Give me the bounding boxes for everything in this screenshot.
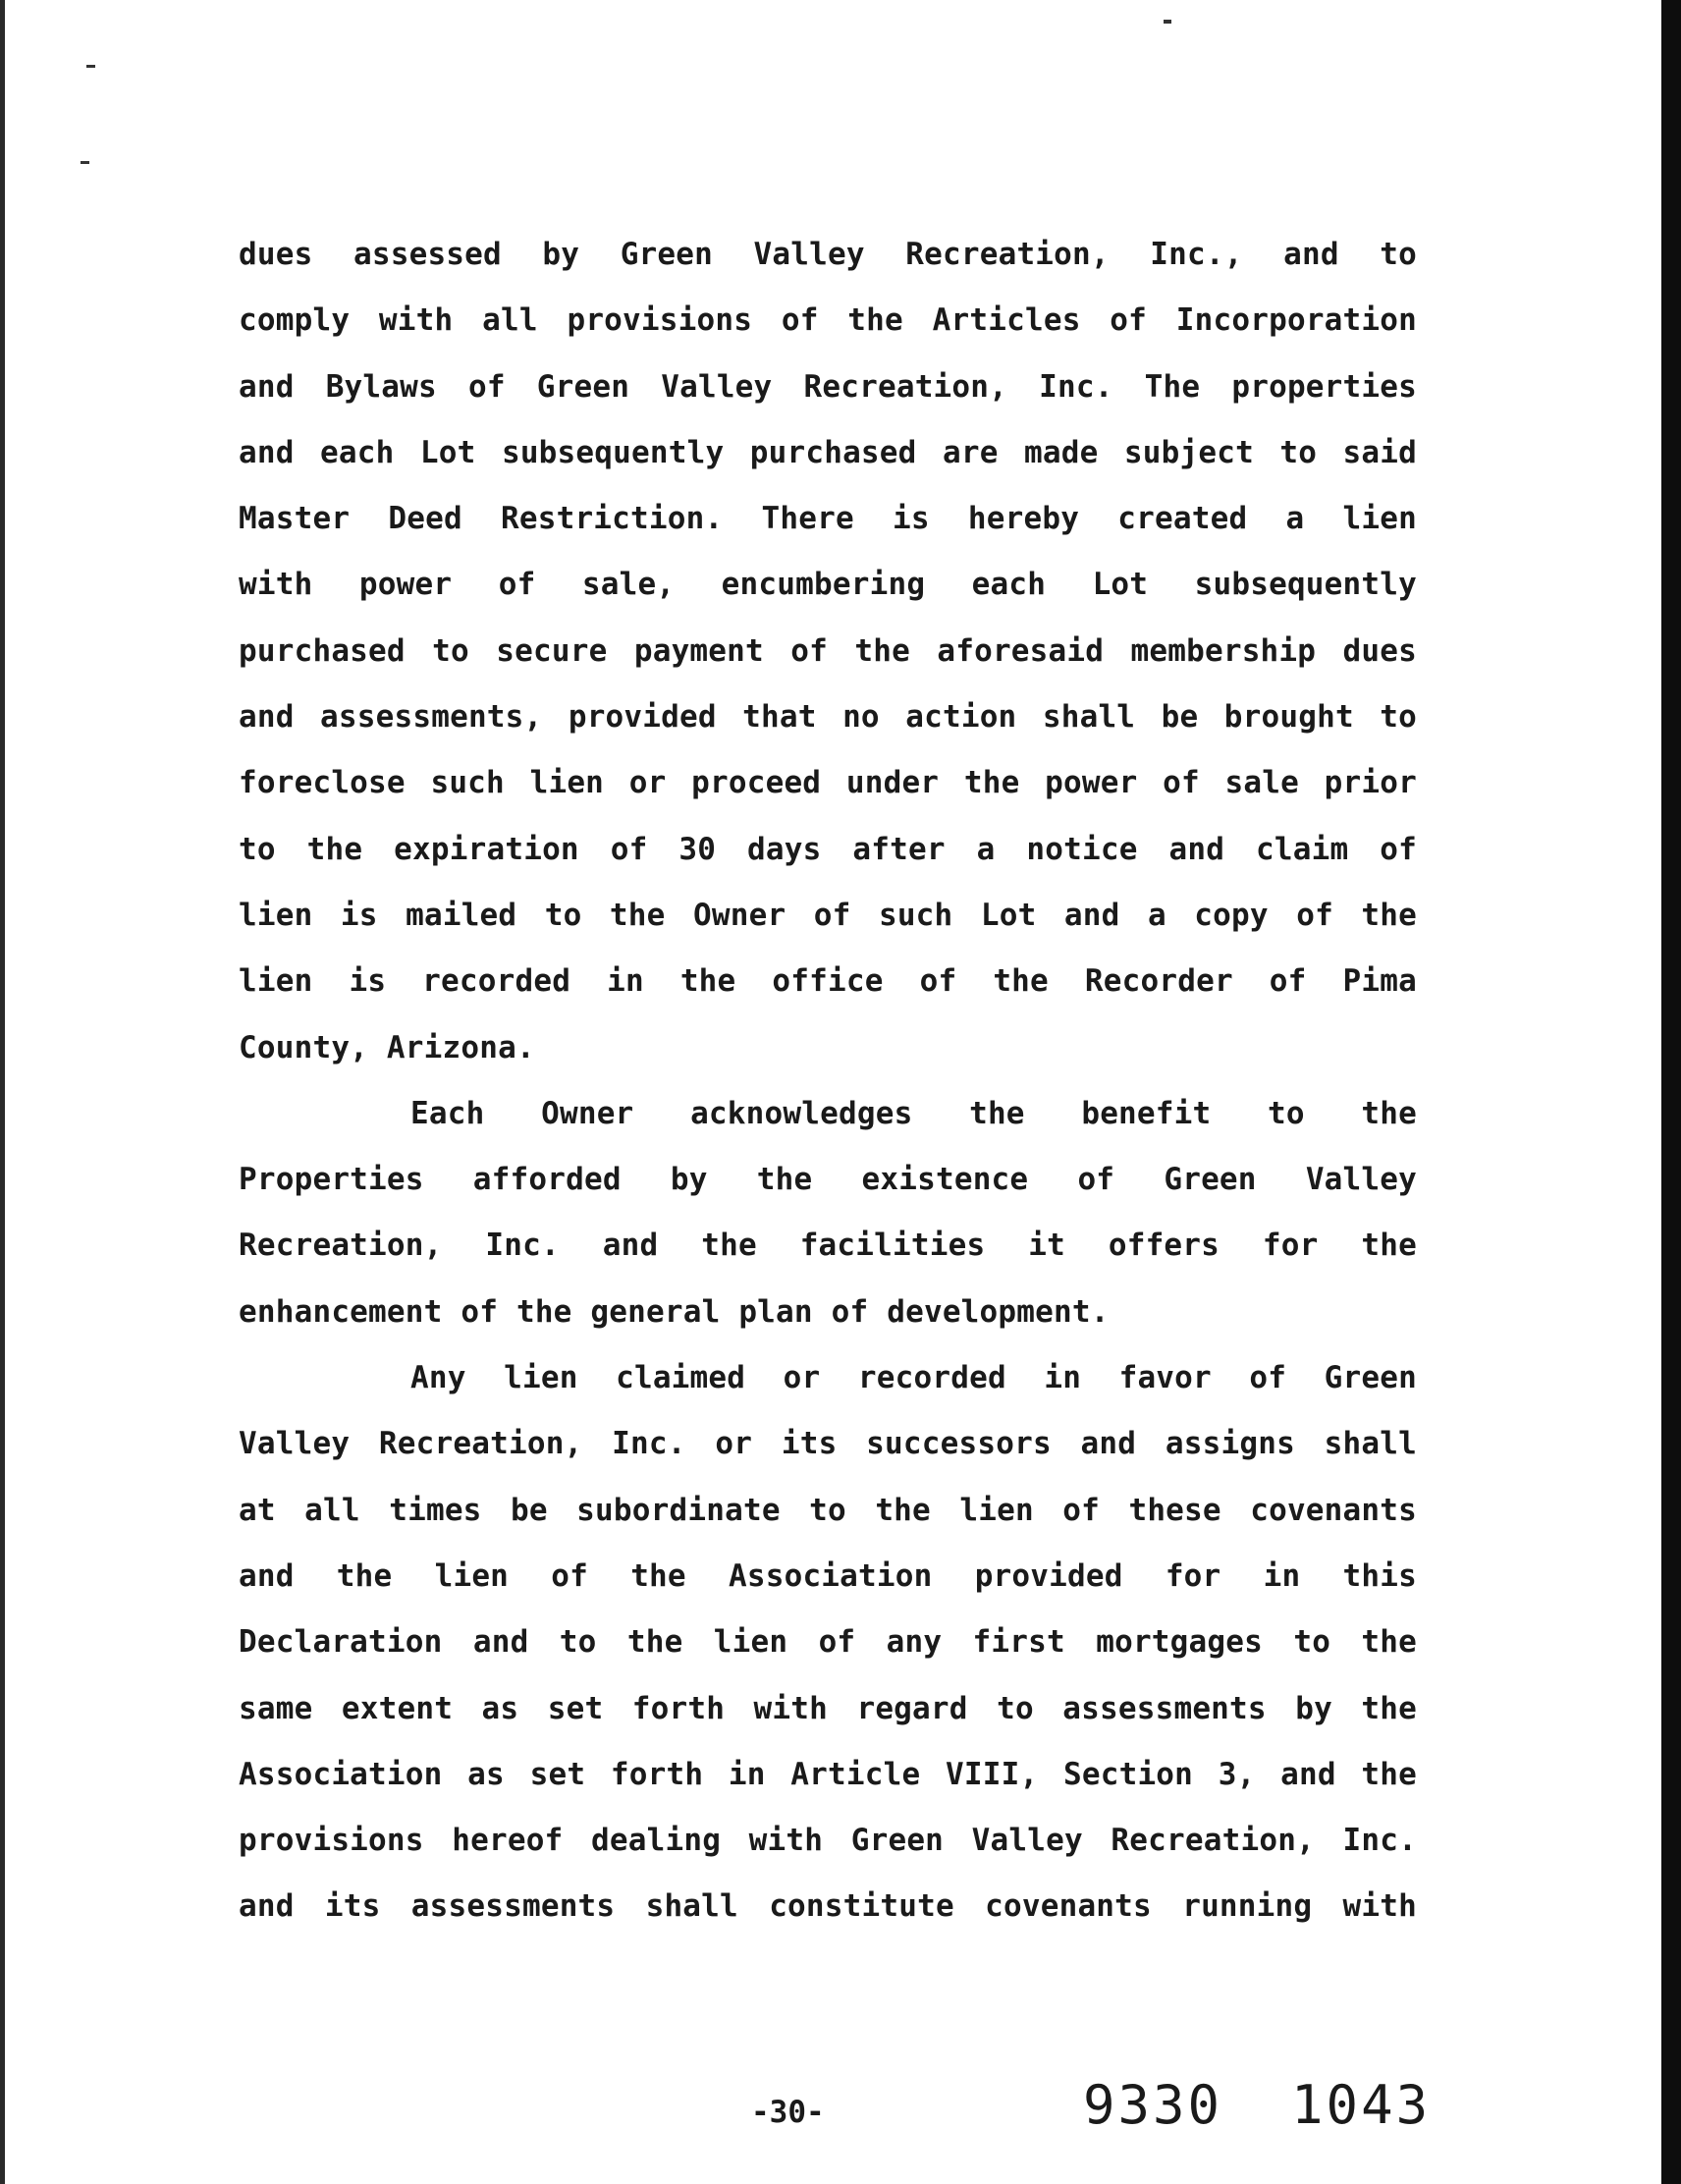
text-line: County, Arizona. [239, 1029, 535, 1065]
text-line: comply with all provisions of the Articles of Incorporation [239, 302, 1417, 339]
scan-speck [81, 161, 89, 164]
text-line: provisions hereof dealing with Green Valley Recreation, Inc. [239, 1823, 1417, 1859]
text-line: lien is mailed to the Owner of such Lot and a copy of the [239, 897, 1417, 933]
scan-speck [86, 65, 95, 68]
text-line: to the expiration of 30 days after a notice and claim of [239, 831, 1417, 867]
text-line: Each Owner acknowledges the benefit to the [410, 1095, 1417, 1131]
text-line: Valley Recreation, Inc. or its successors and assigns shall [239, 1426, 1417, 1462]
text-line: with power of sale, encumbering each Lot subsequently [239, 567, 1417, 603]
text-line: Master Deed Restriction. There is hereby created a lien [239, 501, 1417, 537]
text-line: enhancement of the general plan of development. [239, 1293, 1110, 1330]
text-line: dues assessed by Green Valley Recreation, Inc., and to [239, 237, 1417, 272]
page-reference-number: 1043 [1291, 2074, 1432, 2136]
text-line: at all times be subordinate to the lien of these covenants [239, 1492, 1417, 1528]
text-line: and assessments, provided that no action shall be brought to [239, 699, 1417, 736]
text-line: lien is recorded in the office of the Recorder of Pima [239, 963, 1417, 1000]
text-line: Declaration and to the lien of any first mortgages to the [239, 1624, 1417, 1661]
text-line: Recreation, Inc. and the facilities it offers for the [239, 1228, 1417, 1264]
text-line: and the lien of the Association provided for in this [239, 1557, 1417, 1594]
text-line: foreclose such lien or proceed under the power of sale prior [239, 765, 1417, 801]
scan-speck [1164, 20, 1171, 24]
text-line: Association as set forth in Article VIII, Section 3, and the [239, 1756, 1417, 1792]
text-line: same extent as set forth with regard to assessments by the [239, 1690, 1417, 1726]
scan-edge-left [0, 0, 5, 2184]
text-line: Any lien claimed or recorded in favor of Green [410, 1360, 1417, 1396]
document-body [239, 222, 1417, 1940]
scan-edge-right [1661, 0, 1681, 2184]
text-line: and its assessments shall constitute covenants running with [239, 1888, 1417, 1925]
text-line: purchased to secure payment of the aforesaid membership dues [239, 632, 1417, 669]
document-recording-number [1083, 2074, 1431, 2136]
text-line: and Bylaws of Green Valley Recreation, Inc. The properties [239, 368, 1417, 405]
docket-number: 9330 [1083, 2074, 1223, 2136]
text-line: and each Lot subsequently purchased are made subject to said [239, 434, 1417, 470]
text-line: Properties afforded by the existence of Green Valley [239, 1162, 1417, 1198]
page-number: -30- [751, 2095, 825, 2130]
